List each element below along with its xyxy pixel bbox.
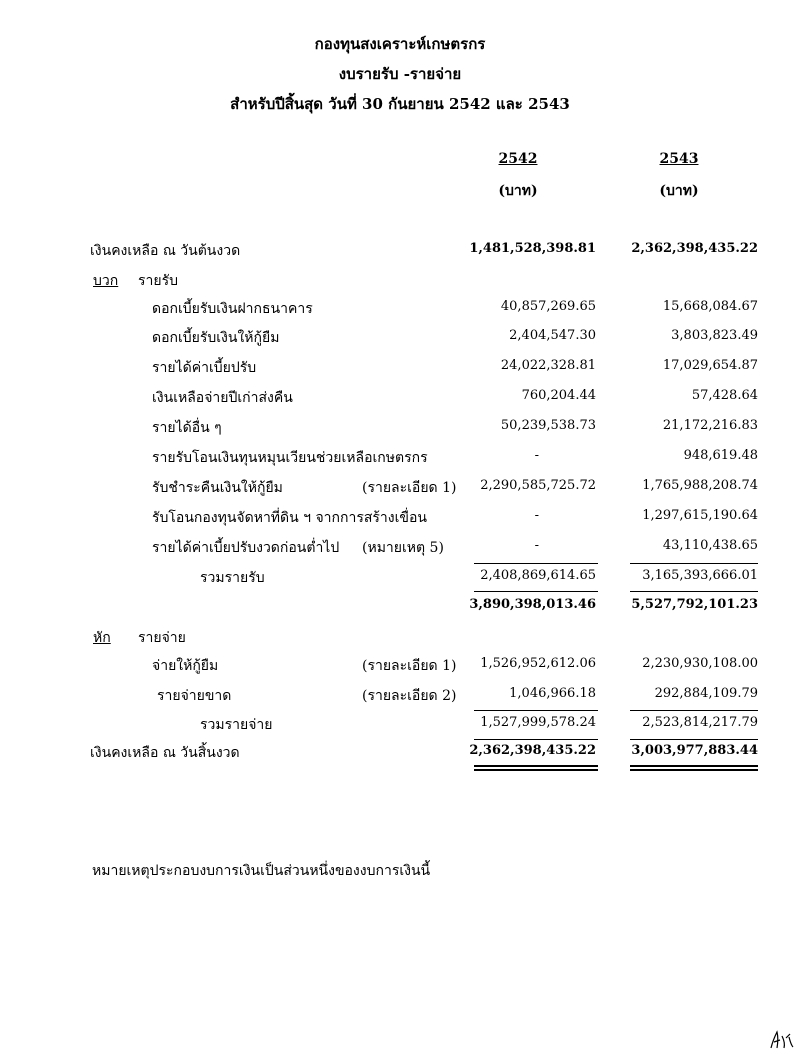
income-item-value-2542: 760,204.44: [521, 388, 596, 403]
income-item-value-2542: -: [534, 538, 539, 553]
income-item-label: เงินเหลือจ่ายปีเก่าส่งคืน: [152, 390, 293, 406]
expense-item-value-2543: 2,230,930,108.00: [642, 656, 758, 671]
closing-balance-label: เงินคงเหลือ ณ วันสิ้นงวด: [90, 745, 240, 761]
expense-subtotal-rule-2543: [630, 710, 758, 711]
expense-item-note: (รายละเอียด 2): [362, 688, 457, 704]
report-statement-title: งบรายรับ -รายจ่าย: [338, 65, 462, 83]
opening-balance-2543: 2,362,398,435.22: [631, 241, 758, 256]
income-item-value-2542: -: [534, 508, 539, 523]
income-item-value-2543: 1,297,615,190.64: [642, 508, 758, 523]
expense-item-value-2542: 1,526,952,612.06: [480, 656, 596, 671]
closing-rule-2542: [474, 739, 598, 740]
column-year-2543: 2543: [659, 151, 699, 167]
expense-item-value-2542: 1,046,966.18: [509, 686, 596, 701]
income-subtotal-rule-2542: [474, 563, 598, 564]
closing-double-rule-top-2542: [474, 765, 598, 767]
report-period: สำหรับปีสิ้นสุด วันที่ 30 กันยายน 2542 และ 2543: [230, 95, 570, 113]
income-item-label: รายรับโอนเงินทุนหมุนเวียนช่วยเหลือเกษตรกร: [152, 450, 428, 466]
grand-total-2542: 3,890,398,013.46: [469, 597, 596, 612]
grand-total-rule-2543: [630, 591, 758, 592]
income-subtotal-rule-2543: [630, 563, 758, 564]
expense-prefix: หัก: [93, 630, 111, 646]
closing-double-rule-bottom-2543: [630, 769, 758, 771]
expense-total-label: รวมรายจ่าย: [200, 717, 273, 733]
income-total-2543: 3,165,393,666.01: [642, 568, 758, 583]
income-item-label: รายได้อื่น ๆ: [152, 420, 222, 436]
closing-balance-2542: 2,362,398,435.22: [469, 743, 596, 758]
income-item-value-2543: 948,619.48: [683, 448, 758, 463]
grand-total-2543: 5,527,792,101.23: [631, 597, 758, 612]
report-org-title: กองทุนสงเคราะห์เกษตรกร: [314, 35, 486, 53]
closing-double-rule-bottom-2542: [474, 769, 598, 771]
income-item-value-2543: 57,428.64: [691, 388, 758, 403]
income-item-value-2543: 21,172,216.83: [662, 418, 758, 433]
expense-item-label: จ่ายให้กู้ยืม: [152, 658, 219, 674]
income-item-value-2543: 43,110,438.65: [662, 538, 758, 553]
handwritten-initials: [768, 1028, 798, 1050]
income-item-note: (หมายเหตุ 5): [362, 540, 444, 556]
closing-balance-2543: 3,003,977,883.44: [631, 743, 758, 758]
expense-subtotal-rule-2542: [474, 710, 598, 711]
income-item-value-2543: 17,029,654.87: [662, 358, 758, 373]
income-item-value-2542: -: [534, 448, 539, 463]
income-item-value-2542: 2,290,585,725.72: [480, 478, 596, 493]
income-item-value-2542: 24,022,328.81: [500, 358, 596, 373]
income-total-label: รวมรายรับ: [200, 570, 265, 586]
income-section-title: รายรับ: [138, 273, 178, 289]
income-item-label: รายได้ค่าเบี้ยปรับ: [152, 360, 257, 376]
income-item-note: (รายละเอียด 1): [362, 480, 457, 496]
column-year-2542: 2542: [498, 151, 538, 167]
closing-double-rule-top-2543: [630, 765, 758, 767]
closing-rule-2543: [630, 739, 758, 740]
income-item-label: ดอกเบี้ยรับเงินฝากธนาคาร: [152, 301, 313, 317]
expense-item-label: รายจ่ายขาด: [157, 688, 232, 704]
footnote: หมายเหตุประกอบงบการเงินเป็นส่วนหนึ่งของงบการเงินนี้: [92, 863, 431, 879]
expense-total-2543: 2,523,814,217.79: [642, 715, 758, 730]
income-item-value-2542: 50,239,538.73: [500, 418, 596, 433]
expense-item-value-2543: 292,884,109.79: [654, 686, 758, 701]
income-item-label: รายได้ค่าเบี้ยปรับงวดก่อนต่ำไป: [152, 540, 340, 556]
expense-total-2542: 1,527,999,578.24: [480, 715, 596, 730]
income-item-value-2543: 15,668,084.67: [662, 299, 758, 314]
income-item-label: รับโอนกองทุนจัดหาที่ดิน ฯ จากการสร้างเขื่อน: [152, 510, 427, 526]
opening-balance-label: เงินคงเหลือ ณ วันต้นงวด: [90, 243, 241, 259]
income-item-value-2543: 3,803,823.49: [671, 328, 758, 343]
income-item-label: ดอกเบี้ยรับเงินให้กู้ยืม: [152, 330, 280, 346]
expense-section-title: รายจ่าย: [138, 630, 186, 646]
income-total-2542: 2,408,869,614.65: [480, 568, 596, 583]
income-prefix: บวก: [93, 273, 119, 289]
income-item-value-2542: 2,404,547.30: [509, 328, 596, 343]
column-unit-2542: (บาท): [498, 183, 538, 199]
expense-item-note: (รายละเอียด 1): [362, 658, 457, 674]
income-item-label: รับชำระคืนเงินให้กู้ยืม: [152, 480, 283, 496]
income-item-value-2543: 1,765,988,208.74: [642, 478, 758, 493]
opening-balance-2542: 1,481,528,398.81: [469, 241, 596, 256]
column-unit-2543: (บาท): [659, 183, 699, 199]
income-item-value-2542: 40,857,269.65: [500, 299, 596, 314]
grand-total-rule-2542: [474, 591, 598, 592]
